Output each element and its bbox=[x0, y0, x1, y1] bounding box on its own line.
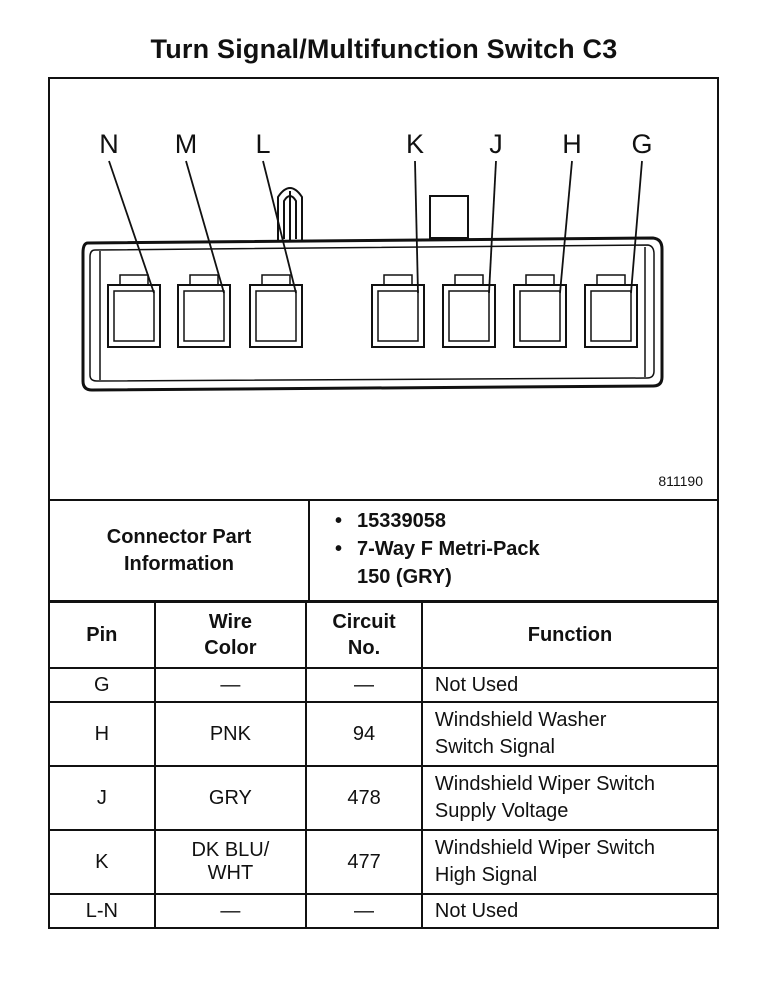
connector-part-info bbox=[48, 501, 719, 602]
terminal-latch bbox=[190, 275, 218, 285]
connector-drawing bbox=[50, 79, 717, 499]
part-description-line1: 7-Way F Metri-Pack bbox=[357, 538, 540, 560]
wire-color-line1: DK BLU/ bbox=[191, 839, 270, 861]
pin-label: M bbox=[174, 129, 198, 159]
terminal-cavity bbox=[250, 285, 302, 347]
terminal-cavity-inner bbox=[449, 291, 489, 341]
connector-diagram bbox=[48, 77, 719, 501]
header-circuit-line1: Circuit bbox=[332, 611, 396, 633]
function-cell bbox=[422, 668, 718, 702]
table-row bbox=[49, 766, 718, 830]
pin-label: L bbox=[255, 129, 271, 159]
circuit-cell: 477 bbox=[306, 830, 422, 894]
leader-line bbox=[186, 161, 224, 293]
leader-line bbox=[263, 161, 296, 293]
wire-color-cell bbox=[155, 894, 307, 928]
leader-line bbox=[560, 161, 572, 293]
terminal-latch bbox=[262, 275, 290, 285]
leader-line bbox=[415, 161, 418, 293]
function-line1: Windshield Wiper Switch bbox=[434, 837, 655, 859]
header-circuit-line2: No. bbox=[347, 637, 381, 659]
terminal-cavity-inner bbox=[256, 291, 296, 341]
terminal-cavity bbox=[178, 285, 230, 347]
leader-line bbox=[631, 161, 642, 293]
wire-color-line1: PNK bbox=[209, 722, 251, 745]
figure-code: 811190 bbox=[658, 473, 703, 489]
function-line2: Supply Voltage bbox=[434, 800, 569, 822]
pin-label: G bbox=[631, 129, 653, 159]
terminal-cavity-inner bbox=[114, 291, 154, 341]
part-info-label-line2: Information bbox=[124, 552, 234, 575]
function-cell bbox=[422, 830, 718, 894]
terminal-cavity bbox=[108, 285, 160, 347]
key-block bbox=[430, 196, 468, 238]
bullet: • bbox=[335, 510, 343, 532]
terminal-latch bbox=[120, 275, 148, 285]
terminal-cavity-inner bbox=[184, 291, 224, 341]
function-line1: Not Used bbox=[434, 673, 519, 696]
leader-line bbox=[489, 161, 496, 293]
circuit-cell: — bbox=[306, 668, 422, 702]
function-line1: Windshield Wiper Switch bbox=[434, 773, 655, 795]
part-description-line-2 bbox=[335, 563, 540, 591]
header-pin: Pin bbox=[49, 602, 155, 668]
table-row bbox=[49, 830, 718, 894]
wire-color-cell bbox=[155, 668, 307, 702]
pin-cell: H bbox=[49, 702, 155, 766]
wire-color-line1: — bbox=[220, 673, 241, 696]
header-wire-color-line2: Color bbox=[204, 637, 257, 659]
part-number: 15339058 bbox=[357, 510, 446, 532]
part-number-line bbox=[335, 507, 540, 535]
part-description-line bbox=[335, 535, 540, 563]
wire-color-line1: — bbox=[220, 899, 241, 922]
function-cell bbox=[422, 894, 718, 928]
page-title: Turn Signal/Multifunction Switch C3 bbox=[150, 34, 618, 64]
pin-cell: L-N bbox=[49, 894, 155, 928]
terminal-latch bbox=[455, 275, 483, 285]
part-info-label-line1: Connector Part bbox=[106, 525, 252, 548]
header-wire-color bbox=[155, 602, 307, 668]
terminal-latch bbox=[526, 275, 554, 285]
function-cell bbox=[422, 766, 718, 830]
table-row bbox=[49, 702, 718, 766]
pin-label: J bbox=[489, 129, 503, 159]
function-line2: Switch Signal bbox=[434, 736, 555, 758]
circuit-cell: 94 bbox=[306, 702, 422, 766]
bullet: • bbox=[335, 538, 343, 560]
terminal-cavity bbox=[585, 285, 637, 347]
pin-label: N bbox=[99, 129, 119, 159]
terminal-latch bbox=[597, 275, 625, 285]
header-function: Function bbox=[422, 602, 718, 668]
wire-color-cell bbox=[155, 830, 307, 894]
part-description-line2: 150 (GRY) bbox=[357, 566, 452, 588]
wire-color-line1: GRY bbox=[208, 786, 252, 809]
wire-color-cell bbox=[155, 702, 307, 766]
function-line1: Windshield Washer bbox=[434, 709, 607, 731]
terminal-cavity-inner bbox=[520, 291, 560, 341]
function-line1: Not Used bbox=[434, 899, 519, 922]
pin-cell: J bbox=[49, 766, 155, 830]
function-line2: High Signal bbox=[434, 864, 538, 886]
part-info-values bbox=[335, 507, 540, 591]
pin-label: H bbox=[562, 129, 582, 159]
terminal-latch bbox=[384, 275, 412, 285]
circuit-cell: — bbox=[306, 894, 422, 928]
wire-color-line2: WHT bbox=[207, 862, 254, 884]
terminal-cavity bbox=[372, 285, 424, 347]
leader-line bbox=[109, 161, 154, 293]
terminal-cavity-inner bbox=[378, 291, 418, 341]
terminal-cavity bbox=[443, 285, 495, 347]
pin-cell: K bbox=[49, 830, 155, 894]
pinout-table bbox=[48, 601, 719, 929]
header-circuit bbox=[306, 602, 422, 668]
header-wire-color-line1: Wire bbox=[208, 611, 252, 633]
part-info-label bbox=[50, 501, 310, 600]
circuit-cell: 478 bbox=[306, 766, 422, 830]
table-row bbox=[49, 894, 718, 928]
pin-cell: G bbox=[49, 668, 155, 702]
terminal-cavity-inner bbox=[591, 291, 631, 341]
pin-label: K bbox=[405, 129, 425, 159]
terminal-cavity bbox=[514, 285, 566, 347]
table-header-row bbox=[49, 602, 718, 668]
function-cell bbox=[422, 702, 718, 766]
wire-color-cell bbox=[155, 766, 307, 830]
table-row bbox=[49, 668, 718, 702]
